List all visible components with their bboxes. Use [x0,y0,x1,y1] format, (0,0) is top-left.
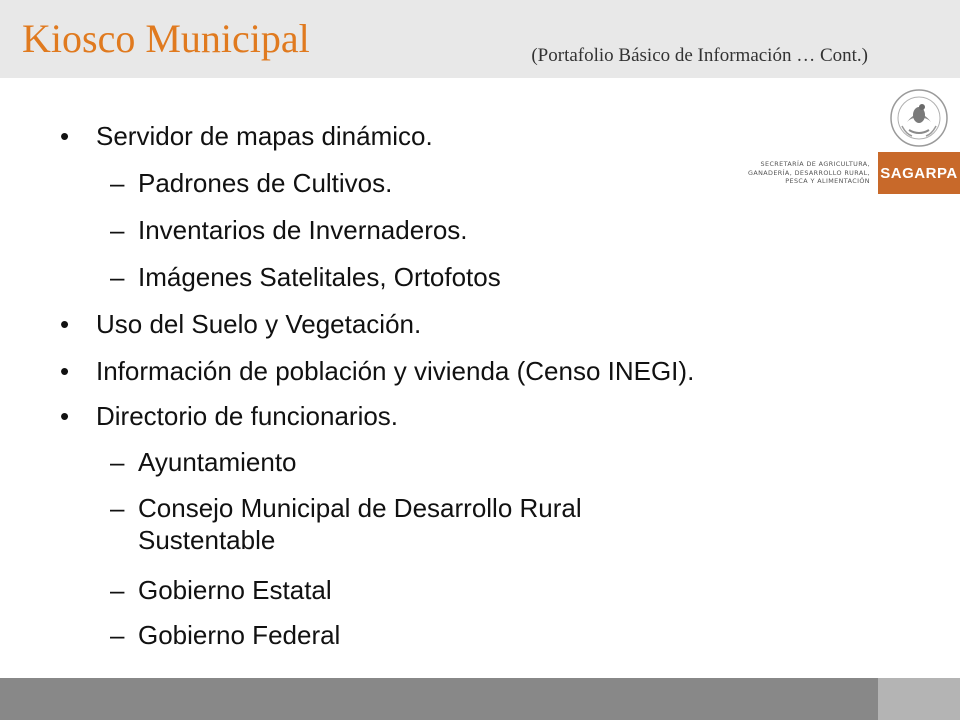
slide-title: Kiosco Municipal [22,16,310,61]
ministry-name [742,160,870,186]
dash-marker: – [110,168,125,198]
footer-band-right [878,678,960,720]
list-item [60,120,433,152]
list-item-text: Ayuntamiento [138,447,297,477]
ministry-line: GANADERÍA, DESARROLLO RURAL, [747,168,870,177]
dash-marker: – [110,215,125,245]
list-item-text: Consejo Municipal de Desarrollo Rural Sustentable [138,493,582,555]
header-band-right [878,0,960,78]
bullet-marker: • [60,121,70,151]
list-item-text: Padrones de Cultivos. [138,168,393,198]
list-item [110,574,332,606]
ministry-line: PESCA Y ALIMENTACIÓN [785,177,870,185]
ministry-line: SECRETARÍA DE AGRICULTURA, [760,160,870,168]
bullet-marker: • [60,309,70,339]
coat-of-arms-icon [882,86,956,150]
list-item [110,167,393,199]
dash-marker: – [110,575,125,605]
dash-marker: – [110,447,125,477]
list-item [60,355,695,387]
list-item [110,214,468,246]
dash-marker: – [110,493,125,523]
list-item-text: Gobierno Estatal [138,575,332,605]
list-item-text: Imágenes Satelitales, Ortofotos [138,262,501,292]
list-item [110,492,718,556]
dash-marker: – [110,620,125,650]
bullet-marker: • [60,401,70,431]
list-item-text: Inventarios de Invernaderos. [138,215,468,245]
list-item [110,619,341,651]
footer-band [0,678,878,720]
list-item [60,400,399,432]
list-item-text: Gobierno Federal [138,620,341,650]
dash-marker: – [110,262,125,292]
bullet-marker: • [60,356,70,386]
sagarpa-logo: SAGARPA [878,152,960,194]
list-item [60,308,422,340]
slide-subtitle: (Portafolio Básico de Información … Cont.) [531,45,868,66]
list-item-text: Directorio de funcionarios. [96,401,399,431]
list-item-text: Información de población y vivienda (Censo INEGI). [96,356,695,386]
list-item [110,446,297,478]
list-item-text: Servidor de mapas dinámico. [96,121,433,151]
list-item-text: Uso del Suelo y Vegetación. [96,309,422,339]
list-item [110,261,501,293]
